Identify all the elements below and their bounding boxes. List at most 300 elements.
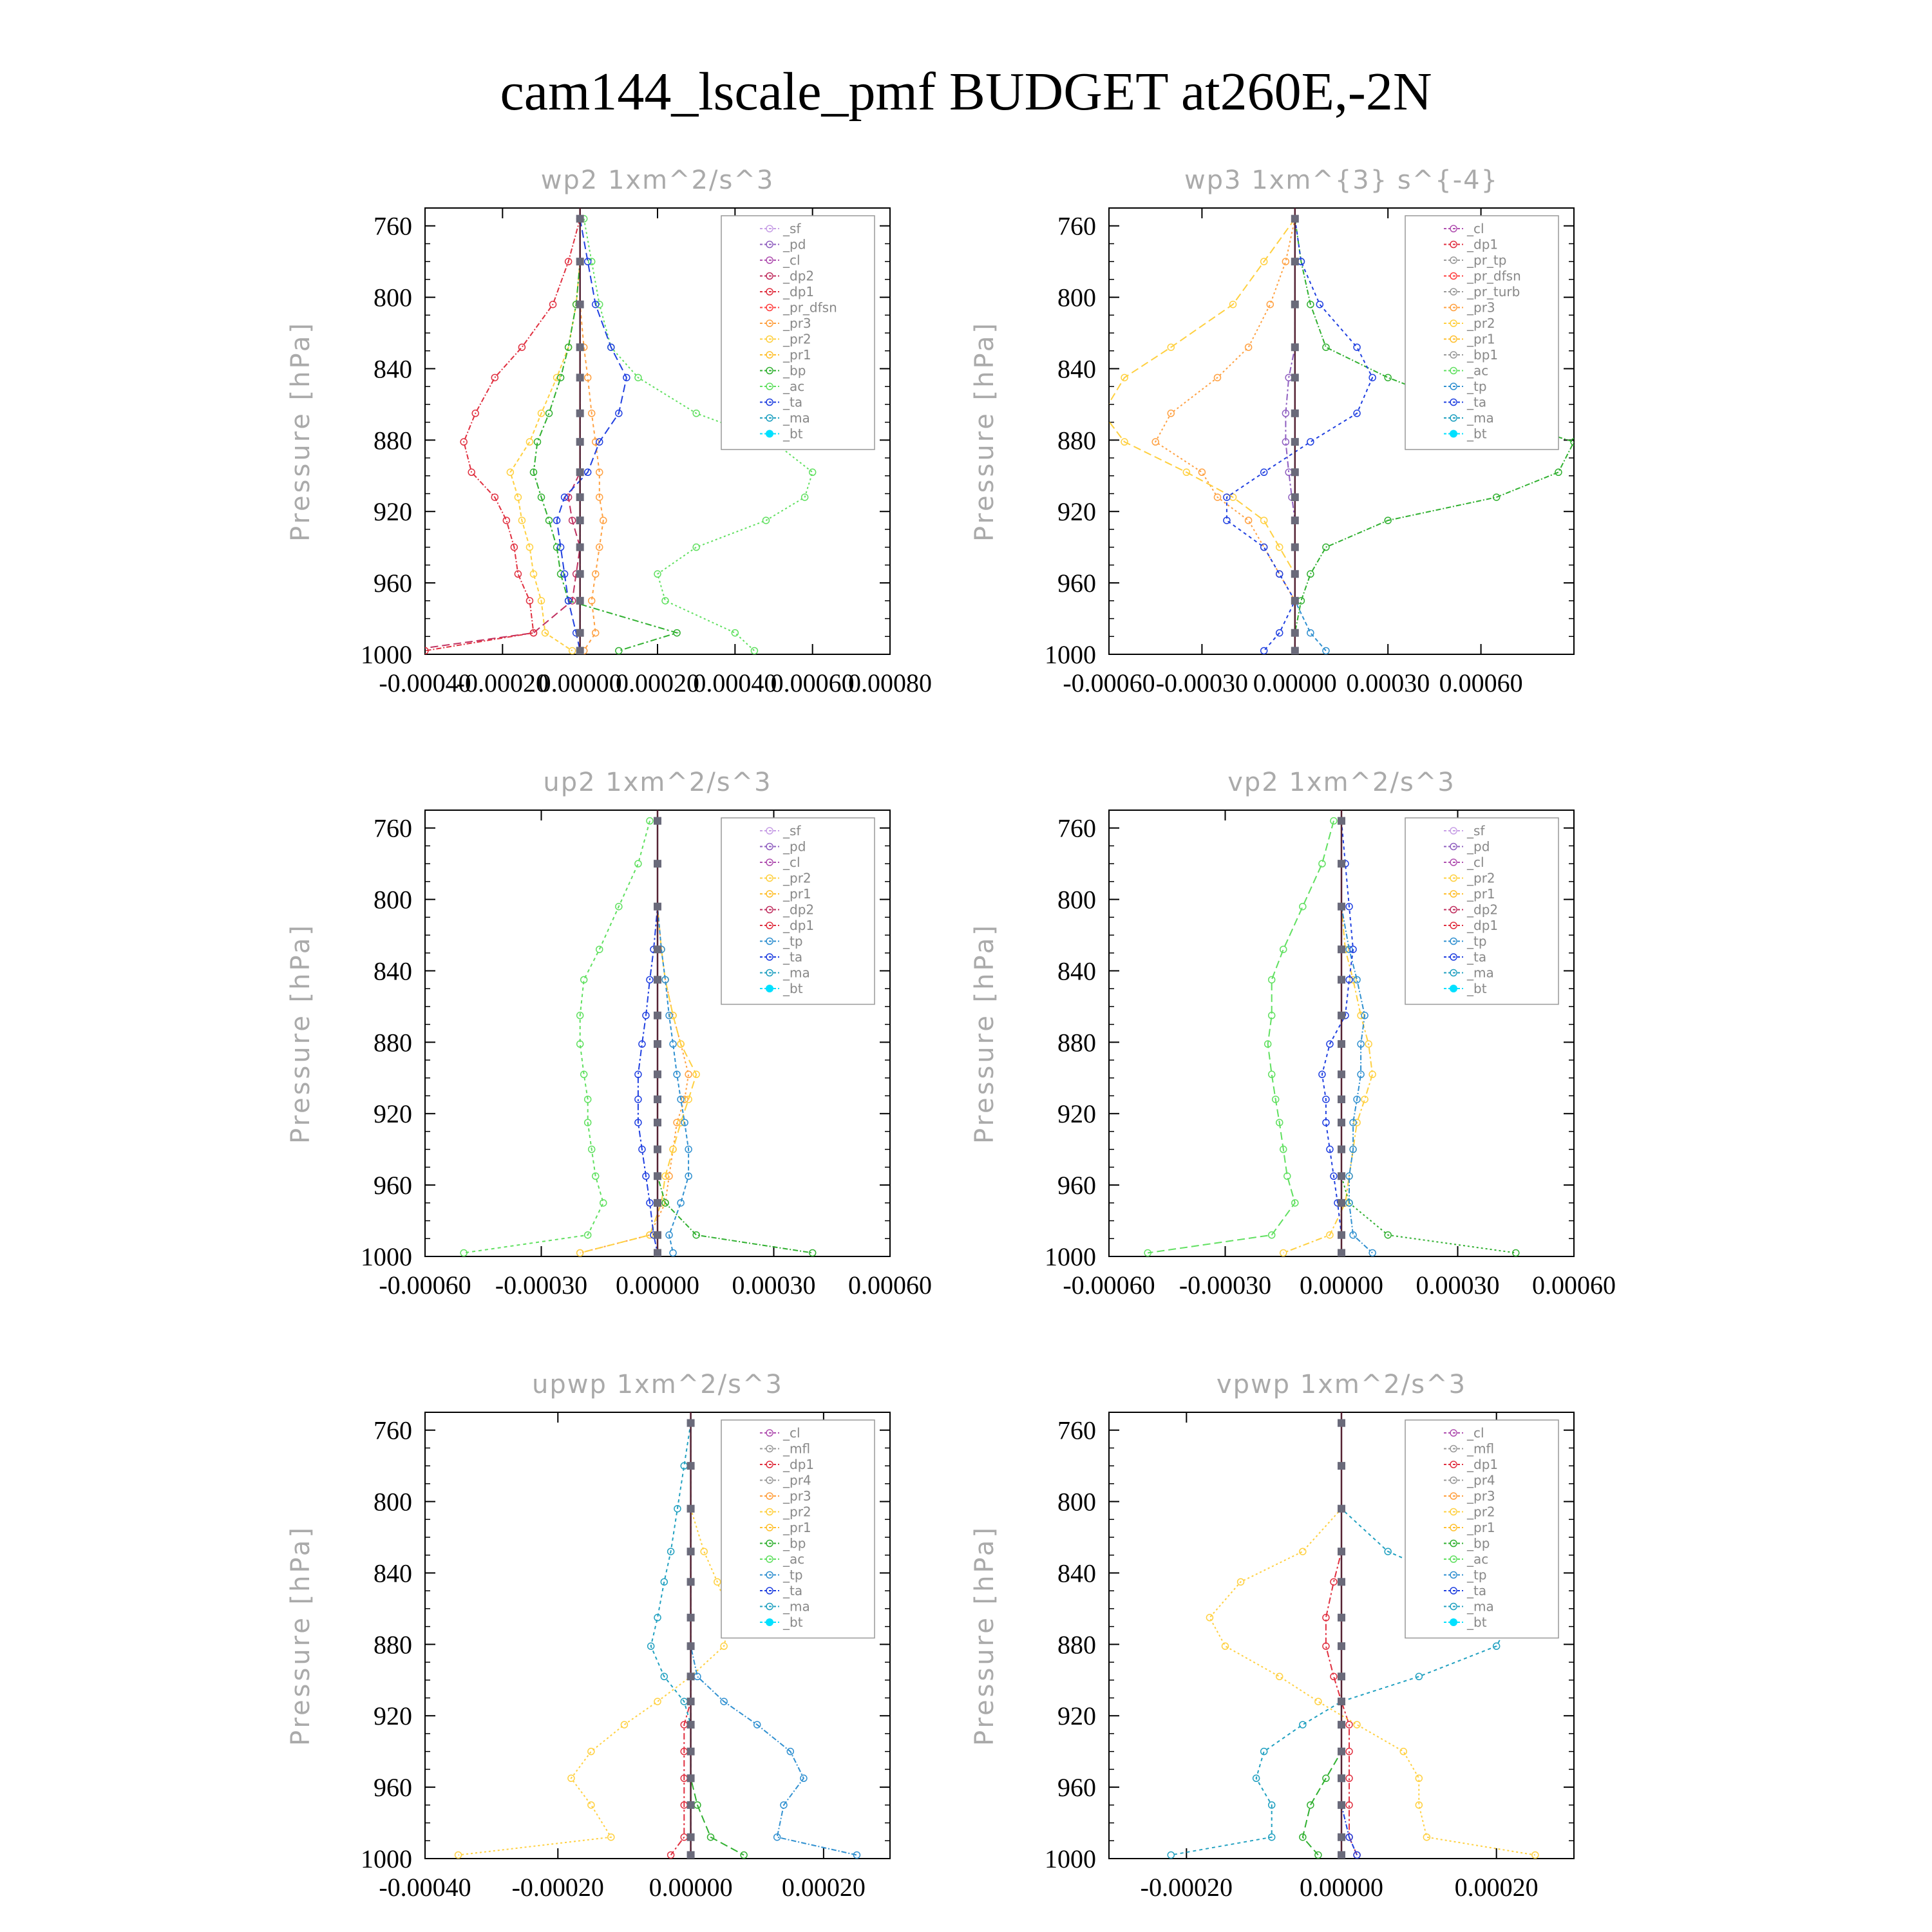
x-tick-label: 0.00000 (1253, 668, 1337, 697)
series-line-dp1 (425, 219, 580, 651)
chart-panel-1 (970, 166, 1577, 697)
bt-marker (687, 1578, 695, 1586)
y-tick-label: 760 (374, 211, 412, 241)
bt-marker (1338, 1642, 1345, 1650)
legend-label: _sf (783, 221, 801, 236)
bt-marker (576, 343, 584, 351)
bt-marker (1338, 1172, 1345, 1180)
data-point (621, 1721, 627, 1728)
y-tick-label: 960 (374, 569, 412, 598)
legend-label: _pd (783, 838, 806, 855)
data-point (546, 410, 553, 417)
y-tick-label: 840 (374, 1558, 412, 1588)
data-point (1346, 1775, 1352, 1781)
data-point (1416, 1673, 1422, 1680)
legend-label: _ma (783, 965, 810, 981)
x-tick-label: -0.00020 (511, 1873, 604, 1902)
legend-label: _ta (1467, 949, 1487, 965)
data-point (1354, 344, 1360, 350)
y-tick-label: 920 (374, 497, 412, 527)
bt-marker (576, 597, 584, 605)
legend-label: _pr3 (1467, 1488, 1495, 1504)
series-line-dp1 (1148, 821, 1334, 1253)
y-tick-label: 880 (374, 426, 412, 455)
data-point (1307, 439, 1314, 445)
y-tick-label: 960 (1057, 1773, 1096, 1803)
legend-marker (766, 985, 773, 992)
legend-label: _cl (1467, 221, 1484, 236)
data-point (1307, 630, 1314, 636)
data-point (1354, 1721, 1360, 1728)
bt-marker (1338, 945, 1345, 953)
data-point (1323, 344, 1329, 350)
legend-label: _pr3 (1467, 299, 1495, 316)
legend-label: _tp (1467, 933, 1487, 949)
y-tick-label: 800 (374, 1487, 412, 1517)
x-tick-label: 0.00000 (1300, 1873, 1383, 1902)
data-point (1400, 1748, 1406, 1755)
panel-title: upwp 1xm^2/s^3 (532, 1370, 783, 1399)
bt-marker (576, 215, 584, 223)
x-tick-label: 0.00030 (1416, 1271, 1500, 1300)
y-tick-label: 840 (374, 354, 412, 384)
legend-label: _bt (1467, 426, 1487, 442)
legend-label: _cl (783, 252, 800, 268)
legend-label: _bp (783, 1535, 806, 1551)
data-point (1532, 1852, 1539, 1858)
series-line-pr2 (1155, 219, 1295, 651)
series-line-bp (1303, 1423, 1341, 1855)
legend-label: _dp1 (1467, 236, 1499, 252)
legend-label: _ta (1467, 1583, 1487, 1598)
x-tick-label: -0.00030 (495, 1271, 588, 1300)
bt-marker (1338, 1801, 1345, 1809)
data-point (732, 630, 738, 636)
bt-marker (1291, 544, 1299, 551)
y-tick-label: 840 (1057, 956, 1096, 986)
legend-label: _cl (783, 1425, 800, 1441)
bt-marker (1291, 493, 1299, 501)
series-line-tp (658, 821, 688, 1253)
bt-marker (1338, 976, 1345, 983)
x-tick-label: -0.00040 (379, 1873, 471, 1902)
x-tick-label: -0.00060 (379, 1271, 471, 1300)
bt-marker (687, 1462, 695, 1470)
series-line-dp1 (464, 821, 650, 1253)
data-point (1555, 469, 1562, 475)
y-axis-label: Pressure [hPa] (970, 923, 999, 1144)
legend-marker (766, 1618, 773, 1626)
bt-marker (654, 903, 661, 911)
legend-label: _ta (1467, 394, 1487, 410)
y-tick-label: 760 (374, 813, 412, 843)
bt-marker (576, 647, 584, 654)
data-point (1315, 1698, 1321, 1705)
legend-label: _dp1 (1467, 1457, 1499, 1472)
x-tick-label: 0.00020 (616, 668, 699, 697)
legend-label: _bt (783, 981, 803, 996)
bt-marker (1338, 1505, 1345, 1513)
bt-marker (1338, 1851, 1345, 1859)
legend-label: _pr_dfsn (783, 299, 837, 316)
y-tick-label: 920 (374, 1099, 412, 1129)
legend-label: _bt (783, 426, 803, 442)
bt-marker (1338, 817, 1345, 825)
data-point (1285, 469, 1292, 475)
bt-marker (1291, 215, 1299, 223)
bt-marker (1291, 629, 1299, 637)
legend-label: _dp2 (1467, 902, 1499, 918)
panel-title: vpwp 1xm^2/s^3 (1216, 1370, 1467, 1399)
series-line-dp2 (406, 219, 580, 651)
legend-label: _tp (1467, 1567, 1487, 1583)
bt-marker (654, 1146, 661, 1153)
y-tick-label: 800 (374, 283, 412, 312)
panel-title: wp3 1xm^{3} s^{-4} (1184, 166, 1499, 195)
data-point (1245, 344, 1252, 350)
legend-label: _ta (783, 1583, 803, 1598)
y-tick-label: 960 (374, 1171, 412, 1200)
legend-label: _pr2 (783, 1504, 811, 1520)
legend-label: _pr3 (783, 316, 811, 331)
legend-label: _bt (1467, 981, 1487, 996)
y-tick-label: 760 (1057, 813, 1096, 843)
x-tick-label: 0.00030 (732, 1271, 816, 1300)
bt-marker (576, 301, 584, 308)
legend-label: _pr1 (783, 1520, 811, 1535)
legend-label: _pr2 (1467, 1504, 1495, 1520)
x-tick-label: 0.00000 (649, 1873, 733, 1902)
legend-label: _ma (1467, 1598, 1494, 1615)
y-tick-label: 1000 (361, 640, 412, 669)
bt-marker (654, 1070, 661, 1078)
bt-marker (687, 1419, 695, 1427)
y-tick-label: 920 (1057, 497, 1096, 527)
legend-marker (1450, 985, 1457, 992)
series-line-pr3 (580, 219, 603, 651)
legend-label: _dp2 (783, 902, 815, 918)
bt-marker (1338, 1721, 1345, 1728)
bt-marker (1338, 1614, 1345, 1622)
bt-marker (576, 468, 584, 476)
legend-label: _ac (1467, 1551, 1489, 1567)
bt-marker (687, 1548, 695, 1555)
y-axis-label: Pressure [hPa] (286, 1525, 316, 1746)
bt-marker (576, 570, 584, 578)
series-line-bp (534, 219, 677, 651)
x-tick-label: 0.00020 (781, 1873, 866, 1902)
bt-marker (687, 1642, 695, 1650)
bt-marker (1338, 1419, 1345, 1427)
legend-label: _dp1 (783, 918, 815, 933)
x-tick-label: -0.00020 (1140, 1873, 1233, 1902)
series-line-ma (651, 1423, 691, 1855)
bt-marker (687, 1614, 695, 1622)
legend-label: _pr2 (783, 870, 811, 886)
bt-marker (654, 860, 661, 867)
legend-label: _pr1 (1467, 331, 1495, 347)
legend-label: _pd (783, 236, 806, 252)
x-tick-label: 0.00000 (538, 668, 622, 697)
legend-label: _pr4 (783, 1472, 811, 1488)
y-tick-label: 800 (1057, 1487, 1096, 1517)
x-tick-label: 0.00030 (1346, 668, 1430, 697)
x-tick-label: -0.00060 (1063, 1271, 1155, 1300)
bt-marker (1338, 1012, 1345, 1019)
bt-marker (1338, 1833, 1345, 1841)
bt-marker (687, 1672, 695, 1680)
x-tick-label: 0.00020 (1454, 1873, 1539, 1902)
y-tick-label: 960 (1057, 1171, 1096, 1200)
bt-marker (1291, 597, 1299, 605)
bt-marker (1291, 647, 1299, 654)
bt-marker (1291, 343, 1299, 351)
bt-marker (1291, 570, 1299, 578)
legend-label: _dp1 (783, 1457, 815, 1472)
panel-title: up2 1xm^2/s^3 (543, 768, 772, 797)
bt-marker (687, 1833, 695, 1841)
bt-marker (687, 1721, 695, 1728)
bt-marker (576, 629, 584, 637)
bt-marker (654, 1249, 661, 1256)
legend-label: _bp1 (1467, 347, 1499, 363)
data-point (1245, 517, 1252, 524)
data-point (1198, 469, 1205, 475)
series-line-dp1 (1285, 219, 1294, 651)
y-tick-label: 880 (1057, 1630, 1096, 1660)
data-point (1369, 1071, 1376, 1077)
x-tick-label: -0.00030 (1179, 1271, 1272, 1300)
data-point (1099, 410, 1106, 417)
bt-marker (1338, 1748, 1345, 1756)
data-point (503, 517, 509, 524)
bt-marker (654, 1231, 661, 1239)
legend-label: _ta (783, 394, 803, 410)
x-tick-label: -0.00040 (379, 668, 471, 697)
legend-label: _mfl (783, 1441, 811, 1457)
legend-label: _pr1 (783, 347, 811, 363)
legend-label: _ac (783, 1551, 805, 1567)
legend-label: _pr1 (1467, 886, 1495, 902)
legend-marker (1450, 1618, 1457, 1626)
bt-marker (1338, 1146, 1345, 1153)
bt-marker (1338, 1672, 1345, 1680)
bt-marker (1338, 1698, 1345, 1705)
legend-label: _cl (1467, 1425, 1484, 1441)
legend-label: _ma (1467, 410, 1494, 426)
data-point (588, 1748, 594, 1755)
data-point (635, 860, 641, 867)
bt-marker (654, 1199, 661, 1207)
bt-marker (687, 1774, 695, 1782)
bt-marker (576, 493, 584, 501)
x-tick-label: 0.00000 (1300, 1271, 1383, 1300)
legend-label: _ta (783, 949, 803, 965)
series-line-ta (638, 821, 658, 1253)
bt-marker (1338, 1462, 1345, 1470)
data-point (515, 494, 521, 500)
y-tick-label: 840 (374, 956, 412, 986)
data-point (654, 1698, 661, 1705)
legend-label: _ma (783, 1598, 810, 1615)
y-tick-label: 800 (1057, 885, 1096, 914)
legend-label: _pr2 (1467, 316, 1495, 331)
y-axis-label: Pressure [hPa] (286, 923, 316, 1144)
series-line-ta (557, 219, 627, 651)
data-point (701, 1548, 707, 1555)
bt-marker (1338, 1231, 1345, 1239)
bt-marker (654, 1012, 661, 1019)
data-point (596, 946, 603, 952)
y-tick-label: 920 (1057, 1099, 1096, 1129)
y-tick-label: 1000 (361, 1844, 412, 1873)
y-tick-label: 880 (374, 1630, 412, 1660)
legend-label: _ac (1467, 363, 1489, 379)
x-tick-label: 0.00060 (770, 668, 855, 697)
bt-marker (576, 258, 584, 265)
legend-label: _pr1 (783, 886, 811, 902)
bt-marker (1338, 1119, 1345, 1126)
x-tick-label: 0.00060 (1439, 668, 1523, 697)
series-line-ta (1341, 1423, 1357, 1855)
bt-marker (1291, 516, 1299, 524)
bt-marker (1291, 468, 1299, 476)
legend-label: _pr_turb (1467, 284, 1520, 299)
bt-marker (1338, 860, 1345, 867)
data-point (1300, 1548, 1306, 1555)
bt-marker (1291, 438, 1299, 446)
bt-marker (1338, 903, 1345, 911)
data-point (1168, 1852, 1174, 1858)
bt-marker (576, 438, 584, 446)
data-point (569, 647, 576, 654)
legend-label: _tp (1467, 379, 1487, 394)
bt-marker (576, 516, 584, 524)
series-line-tp (1341, 821, 1372, 1253)
legend-label: _pd (1467, 838, 1490, 855)
legend-label: _bt (1467, 1615, 1487, 1630)
legend-label: _pr_tp (1467, 252, 1507, 268)
legend-label: _bp (783, 363, 806, 379)
legend-label: _pr2 (783, 331, 811, 347)
data-point (751, 647, 757, 654)
legend-label: _sf (1467, 823, 1485, 838)
data-point (1280, 1249, 1287, 1256)
legend-label: _pr2 (1467, 870, 1495, 886)
bt-marker (1291, 374, 1299, 381)
series-line-pr2 (580, 821, 688, 1253)
data-point (1361, 1096, 1368, 1103)
legend-label: _dp2 (783, 268, 815, 284)
bt-marker (654, 1172, 661, 1180)
legend-label: _mfl (1467, 1441, 1495, 1457)
y-tick-label: 920 (374, 1701, 412, 1731)
bt-marker (1291, 258, 1299, 265)
data-point (1307, 1802, 1314, 1808)
bt-marker (1338, 1199, 1345, 1207)
legend-label: _cl (783, 855, 800, 870)
data-point (685, 1071, 692, 1077)
bt-marker (687, 1698, 695, 1705)
bt-marker (1338, 1070, 1345, 1078)
data-point (1280, 946, 1287, 952)
x-tick-label: 0.00080 (848, 668, 932, 697)
bt-marker (654, 1040, 661, 1048)
y-tick-label: 840 (1057, 354, 1096, 384)
series-line-ta (1227, 219, 1372, 651)
legend-label: _dp1 (783, 284, 815, 299)
bt-marker (654, 1095, 661, 1103)
legend-label: _bp (1467, 1535, 1490, 1551)
data-point (1276, 1673, 1283, 1680)
data-point (588, 1802, 594, 1808)
y-tick-label: 840 (1057, 1558, 1096, 1588)
legend-marker (766, 430, 773, 438)
series-line-ta (1322, 821, 1353, 1253)
bt-marker (1338, 1578, 1345, 1586)
y-tick-label: 760 (1057, 211, 1096, 241)
legend-label: _dp1 (1467, 918, 1499, 933)
y-tick-label: 1000 (1045, 1844, 1096, 1873)
data-point (1261, 647, 1267, 654)
panels (286, 166, 1616, 1902)
bt-marker (687, 1801, 695, 1809)
panel-title: wp2 1xm^2/s^3 (540, 166, 775, 195)
y-tick-label: 1000 (361, 1242, 412, 1271)
legend-label: _ma (1467, 965, 1494, 981)
bt-marker (1338, 1040, 1345, 1048)
y-axis-label: Pressure [hPa] (970, 321, 999, 542)
data-point (1269, 976, 1275, 983)
data-point (1300, 1721, 1306, 1728)
x-tick-label: 0.00000 (616, 1271, 699, 1300)
y-tick-label: 760 (374, 1416, 412, 1445)
y-tick-label: 1000 (1045, 640, 1096, 669)
x-tick-label: 0.00060 (848, 1271, 932, 1300)
data-point (1261, 517, 1267, 524)
x-tick-label: -0.00030 (1155, 668, 1249, 697)
y-tick-label: 880 (374, 1028, 412, 1057)
y-tick-label: 920 (1057, 1701, 1096, 1731)
data-point (526, 439, 533, 445)
legend-label: _pr_dfsn (1467, 268, 1521, 284)
bt-marker (687, 1851, 695, 1859)
legend-marker (1450, 430, 1457, 438)
y-tick-label: 880 (1057, 1028, 1096, 1057)
y-tick-label: 880 (1057, 426, 1096, 455)
data-point (635, 1071, 641, 1077)
x-tick-label: 0.00060 (1532, 1271, 1616, 1300)
bt-marker (576, 374, 584, 381)
legend-label: _pr3 (783, 1488, 811, 1504)
legend-label: _ac (783, 379, 805, 394)
legend-label: _ma (783, 410, 810, 426)
bt-marker (687, 1505, 695, 1513)
y-axis-label: Pressure [hPa] (286, 321, 316, 542)
legend-label: _bt (783, 1615, 803, 1630)
chart-panel-5 (970, 1370, 1574, 1902)
bt-marker (1338, 1249, 1345, 1256)
data-point (670, 1249, 676, 1256)
data-point (1276, 571, 1283, 577)
y-axis-label: Pressure [hPa] (970, 1525, 999, 1746)
chart-panel-0 (286, 166, 932, 697)
data-point (1261, 544, 1267, 551)
series-line-pr1 (1283, 821, 1372, 1253)
series-line-pr1 (1103, 219, 1294, 651)
bt-marker (576, 410, 584, 417)
y-tick-label: 800 (1057, 283, 1096, 312)
